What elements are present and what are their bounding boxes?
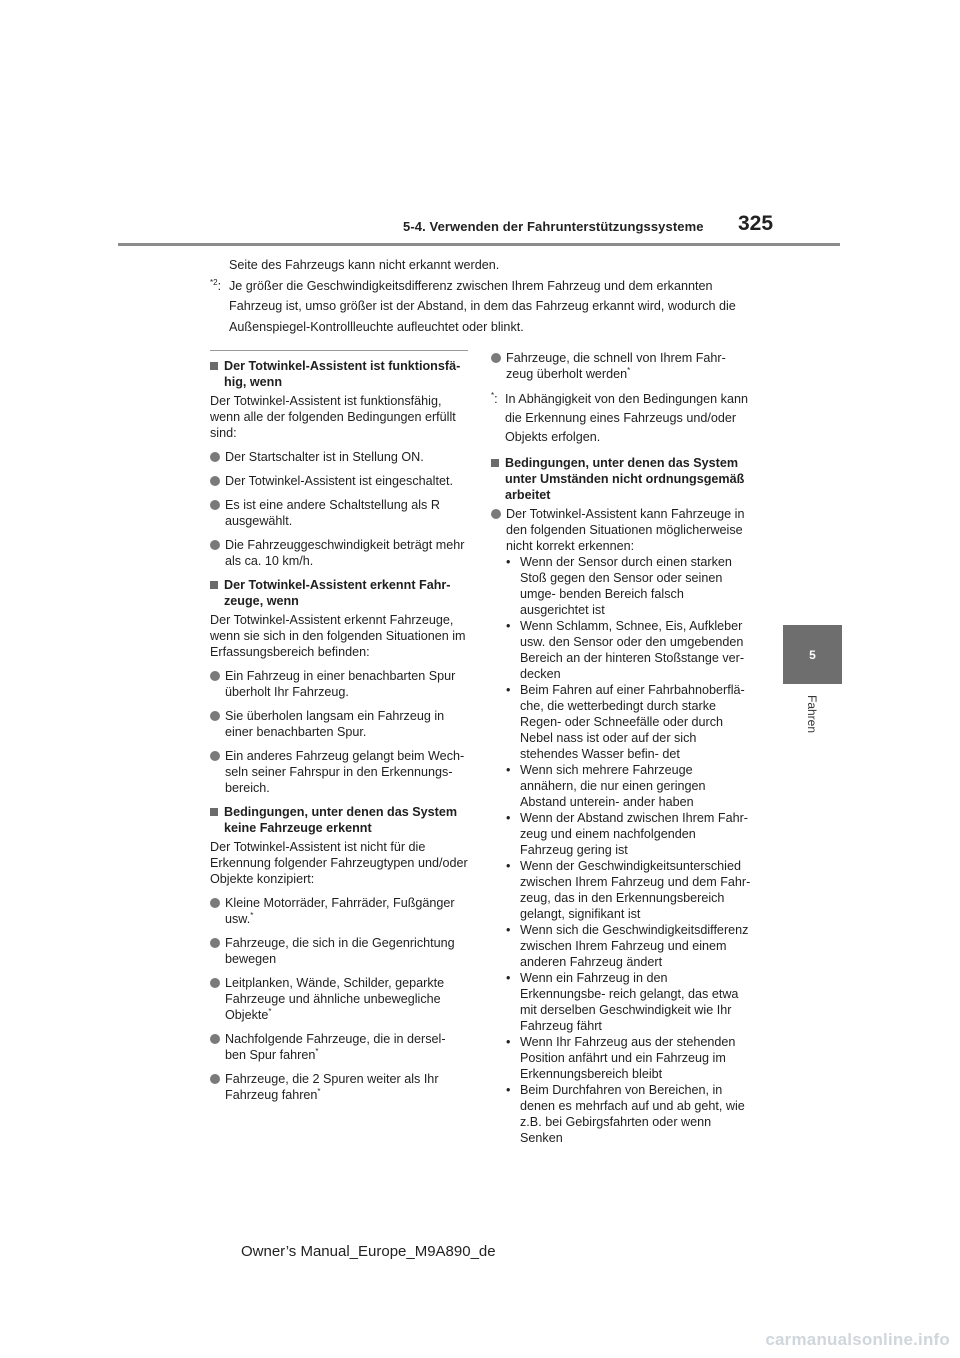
condition-list — [506, 554, 751, 1146]
footnote — [491, 390, 751, 447]
section-intro: Der Totwinkel-Assistent erkennt Fahrzeuge, wenn sie sich in den folgenden Situationen im Erfassungsbereich befinden: — [210, 613, 466, 659]
square-bullet-icon — [491, 459, 499, 467]
circle-bullet-icon — [210, 751, 220, 761]
square-bullet-icon — [210, 808, 218, 816]
circle-bullet-icon — [210, 711, 220, 721]
circle-bullet-icon — [491, 353, 501, 363]
watermark: carmanualsonline.info — [765, 1330, 950, 1349]
circle-bullet-icon — [210, 898, 220, 908]
list-item: • Wenn ein Fahrzeug in den Erkennungsbe- reich gelangt, das etwa mit derselben Geschwindigkeit wie Ihr Fahrzeug fährt — [506, 971, 739, 1033]
note-line: Fahrzeug ist, umso größer ist der Abstand, in dem das Fahrzeug erkannt wird, wodurch die — [229, 299, 736, 313]
circle-bullet-icon — [210, 500, 220, 510]
list-item: • Wenn sich die Geschwindigkeitsdifferenz zwischen Ihrem Fahrzeug und einem anderen Fahrzeug ändert — [506, 923, 749, 969]
section-heading: Bedingungen, unter denen das System keine Fahrzeuge erkennt — [210, 804, 468, 836]
note-line: Außenspiegel-Kontrollleuchte aufleuchtet oder blinkt. — [229, 320, 524, 334]
circle-bullet-icon — [210, 671, 220, 681]
section-intro: Der Totwinkel-Assistent ist nicht für die Erkennung folgender Fahrzeugtypen und/oder Objekte konzipiert: — [210, 840, 468, 886]
left-column — [210, 350, 468, 1111]
chapter-label: Fahren — [805, 694, 819, 734]
footnote-mark: *: — [491, 391, 498, 406]
section-heading: Der Totwinkel-Assistent erkennt Fahr- zeuge, wenn — [210, 577, 468, 609]
list-item: Fahrzeuge, die sich in die Gegenrichtung bewegen — [210, 935, 468, 967]
section-heading: Der Totwinkel-Assistent ist funktionsfä- hig, wenn — [210, 358, 468, 390]
list-item: Fahrzeuge, die 2 Spuren weiter als Ihr Fahrzeug fahren* — [210, 1071, 468, 1103]
list-item: Der Totwinkel-Assistent ist eingeschaltet. — [210, 473, 468, 489]
footer-text: Owner’s Manual_Europe_M9A890_de — [241, 1243, 496, 1260]
note-line: Seite des Fahrzeugs kann nicht erkannt werden. — [229, 258, 500, 272]
list-item: • Wenn der Sensor durch einen starken Stoß gegen den Sensor oder seinen umge- benden Bereich falsch ausgerichtet ist — [506, 555, 732, 617]
section-intro: Der Totwinkel-Assistent ist funktionsfähig, wenn alle der folgenden Bedingungen erfüllt sind: — [210, 394, 456, 440]
circle-bullet-icon — [210, 1074, 220, 1084]
header-rule — [118, 243, 840, 246]
circle-bullet-icon — [210, 452, 220, 462]
list-item: Nachfolgende Fahrzeuge, die in dersel- ben Spur fahren* — [210, 1031, 468, 1063]
list-item: Ein anderes Fahrzeug gelangt beim Wech- seln seiner Fahrspur in den Erkennungs- bereich. — [210, 748, 468, 796]
list-item: Es ist eine andere Schaltstellung als R ausgewählt. — [210, 497, 468, 529]
list-item: Die Fahrzeuggeschwindigkeit beträgt mehr als ca. 10 km/h. — [210, 537, 468, 569]
list-item: • Wenn der Geschwindigkeitsunterschied zwischen Ihrem Fahrzeug und dem Fahr- zeug, das in den Erkennungsbereich gelangt, signifikant ist — [506, 859, 751, 921]
list-item: Fahrzeuge, die schnell von Ihrem Fahr- zeug überholt werden* — [491, 350, 751, 382]
list-item: Leitplanken, Wände, Schilder, geparkte Fahrzeuge und ähnliche unbewegliche Objekte* — [210, 975, 468, 1023]
list-item: Sie überholen langsam ein Fahrzeug in einer benachbarten Spur. — [210, 708, 468, 740]
circle-bullet-icon — [210, 476, 220, 486]
chapter-tab — [783, 625, 842, 684]
section-heading: Bedingungen, unter denen das System unter Umständen nicht ordnungsgemäß arbeitet — [491, 455, 751, 503]
list-item: • Wenn sich mehrere Fahrzeuge annähern, die nur einen geringen Abstand unterein- ander haben — [506, 763, 706, 809]
list-item: • Beim Durchfahren von Bereichen, in denen es mehrfach auf und ab geht, wie z.B. bei Gebirgsfahrten oder wenn Senken — [506, 1083, 745, 1145]
top-notes — [210, 255, 770, 338]
list-item: Ein Fahrzeug in einer benachbarten Spur überholt Ihr Fahrzeug. — [210, 668, 468, 700]
circle-bullet-icon — [210, 1034, 220, 1044]
square-bullet-icon — [210, 581, 218, 589]
section-title: 5-4. Verwenden der Fahrunterstützungssysteme — [403, 219, 704, 234]
list-item: • Wenn Ihr Fahrzeug aus der stehenden Position anfährt und ein Fahrzeug im Erkennungsbereich bleibt — [506, 1035, 736, 1081]
circle-bullet-icon — [491, 509, 501, 519]
list-item: Der Startschalter ist in Stellung ON. — [210, 449, 468, 465]
list-item: • Beim Fahren auf einer Fahrbahnoberflä- che, die wetterbedingt durch starke Regen- oder Schneefälle oder durch Nebel nass ist oder auf der sich stehendes Wasser befin- det — [506, 683, 745, 761]
footnote-text: In Abhängigkeit von den Bedingungen kann die Erkennung eines Fahrzeugs und/oder Objekts erfolgen. — [505, 392, 748, 444]
footnote-mark: $^{*2}$: — [210, 278, 222, 293]
circle-bullet-icon — [210, 540, 220, 550]
page-number: 325 — [738, 212, 774, 235]
list-item: • Wenn der Abstand zwischen Ihrem Fahr- zeug und einem nachfolgenden Fahrzeug gering ist — [506, 811, 748, 857]
footnote-2 — [210, 276, 770, 296]
section-divider — [210, 350, 468, 351]
square-bullet-icon — [210, 362, 218, 370]
circle-bullet-icon — [210, 938, 220, 948]
list-item: Kleine Motorräder, Fahrräder, Fußgänger usw.* — [210, 895, 468, 927]
chapter-number: 5 — [809, 647, 816, 662]
circle-bullet-icon — [210, 978, 220, 988]
right-column — [491, 350, 751, 1146]
list-item: Der Totwinkel-Assistent kann Fahrzeuge in den folgenden Situationen möglicherweise nicht korrekt erkennen: • Wenn der Sensor durch einen starken Stoß gegen den Sensor oder seinen umge- benden Bereich falsch ausgerichtet ist • Wenn Schlamm, Schnee, Eis, Aufkleber usw. den Sensor oder den umgebenden Bereich an der hinteren Stoßstange ver- decken • Beim Fahren auf einer Fahrbahnoberflä- che, die wetterbedingt durch starke Regen- oder Schneefälle oder durch Nebel nass ist oder auf der sich stehendes Wasser befin- det • Wenn sich mehrere Fahrzeuge annähern, die nur einen geringen Abstand unterein- ander haben • Wenn der Abstand zwischen Ihrem Fahr- zeug und einem nachfolgenden Fahrzeug gering ist • Wenn der Geschwindigkeitsunterschied zwischen Ihrem Fahrzeug und dem Fahr- zeug, das in den Erkennungsbereich gelangt, signifikant ist • Wenn sich die Geschwindigkeitsdifferenz zwischen Ihrem Fahrzeug und einem anderen Fahrzeug ändert • Wenn ein Fahrzeug in den Erkennungsbe- reich gelangt, das etwa mit derselben Geschwindigkeit wie Ihr Fahrzeug fährt • Wenn Ihr Fahrzeug aus der stehenden Position anfährt und ein Fahrzeug im Erkennungsbereich bleibt • Beim Durchfahren von Bereichen, in denen es mehrfach auf und ab geht, wie z.B. bei Gebirgsfahrten oder wenn Senken — [491, 506, 751, 1146]
footnote-text: Je größer die Geschwindigkeitsdifferenz zwischen Ihrem Fahrzeug und dem erkannten — [229, 279, 713, 293]
list-item: • Wenn Schlamm, Schnee, Eis, Aufkleber usw. den Sensor oder den umgebenden Bereich an der hinteren Stoßstange ver- decken — [506, 619, 745, 681]
